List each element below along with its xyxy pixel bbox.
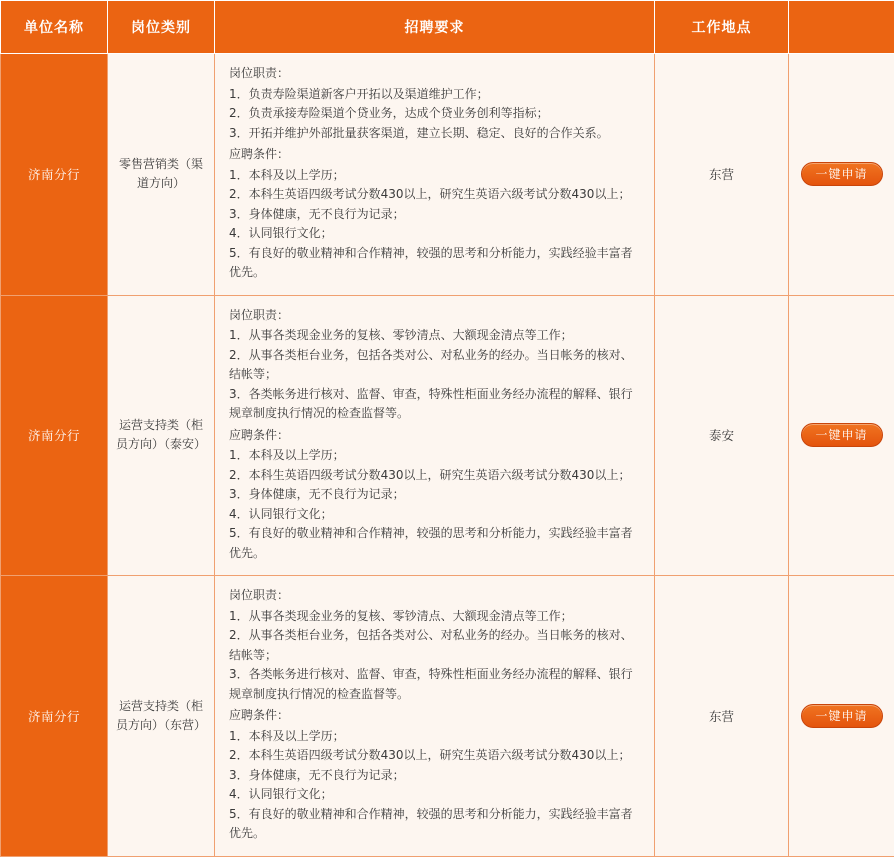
apply-button[interactable]: 一键申请 — [801, 162, 883, 186]
list-item: 2．本科生英语四级考试分数430以上，研究生英语六级考试分数430以上； — [229, 185, 642, 205]
cell-requirements — [215, 54, 655, 296]
cell-apply-action — [789, 295, 894, 576]
list-item: 3．各类帐务进行核对、监督、审查，特殊性柜面业务经办流程的解释、银行规章制度执行情况的检查监督等。 — [229, 385, 642, 424]
list-item: 1．本科及以上学历； — [229, 446, 642, 466]
table-header-row — [1, 1, 894, 54]
list-item: 2．本科生英语四级考试分数430以上，研究生英语六级考试分数430以上； — [229, 746, 642, 766]
list-item: 5．有良好的敬业精神和合作精神，较强的思考和分析能力，实践经验丰富者优先。 — [229, 244, 642, 283]
list-item: 1．负责寿险渠道新客户开拓以及渠道维护工作； — [229, 85, 642, 105]
conditions-block — [229, 426, 642, 564]
duties-block — [229, 586, 642, 704]
conditions-title: 应聘条件： — [229, 706, 642, 726]
list-item: 2．负责承接寿险渠道个贷业务，达成个贷业务创利等指标； — [229, 104, 642, 124]
cell-job-type: 运营支持类（柜员方向）（东营） — [108, 576, 215, 857]
list-item: 3．身体健康，无不良行为记录； — [229, 205, 642, 225]
table-body — [1, 54, 894, 857]
table-row — [1, 295, 894, 576]
duties-list — [229, 607, 642, 705]
table-row — [1, 54, 894, 296]
list-item: 3．各类帐务进行核对、监督、审查，特殊性柜面业务经办流程的解释、银行规章制度执行情况的检查监督等。 — [229, 665, 642, 704]
duties-list — [229, 85, 642, 144]
cell-apply-action — [789, 54, 894, 296]
cell-unit-name: 济南分行 — [1, 576, 108, 857]
cell-job-type: 零售营销类（渠道方向） — [108, 54, 215, 296]
conditions-list — [229, 166, 642, 283]
apply-button[interactable]: 一键申请 — [801, 423, 883, 447]
conditions-title: 应聘条件： — [229, 145, 642, 165]
list-item: 2．本科生英语四级考试分数430以上，研究生英语六级考试分数430以上； — [229, 466, 642, 486]
column-header-type: 岗位类别 — [108, 1, 215, 54]
conditions-title: 应聘条件： — [229, 426, 642, 446]
duties-title: 岗位职责： — [229, 306, 642, 326]
duties-list — [229, 326, 642, 424]
apply-button[interactable]: 一键申请 — [801, 704, 883, 728]
list-item: 5．有良好的敬业精神和合作精神，较强的思考和分析能力，实践经验丰富者优先。 — [229, 805, 642, 844]
cell-apply-action — [789, 576, 894, 857]
duties-block — [229, 64, 642, 143]
duties-block — [229, 306, 642, 424]
list-item: 4．认同银行文化； — [229, 224, 642, 244]
conditions-block — [229, 145, 642, 283]
list-item: 1．本科及以上学历； — [229, 166, 642, 186]
table-header — [1, 1, 894, 54]
conditions-list — [229, 727, 642, 844]
cell-unit-name: 济南分行 — [1, 54, 108, 296]
column-header-requirements: 招聘要求 — [215, 1, 655, 54]
list-item: 1．从事各类现金业务的复核、零钞清点、大额现金清点等工作； — [229, 607, 642, 627]
list-item: 3．开拓并维护外部批量获客渠道，建立长期、稳定、良好的合作关系。 — [229, 124, 642, 144]
table-row — [1, 576, 894, 857]
list-item: 3．身体健康，无不良行为记录； — [229, 485, 642, 505]
column-header-unit: 单位名称 — [1, 1, 108, 54]
list-item: 2．从事各类柜台业务，包括各类对公、对私业务的经办。当日帐务的核对、结帐等； — [229, 626, 642, 665]
cell-work-location: 东营 — [655, 54, 789, 296]
cell-unit-name: 济南分行 — [1, 295, 108, 576]
list-item: 4．认同银行文化； — [229, 505, 642, 525]
conditions-list — [229, 446, 642, 563]
column-header-location: 工作地点 — [655, 1, 789, 54]
list-item: 3．身体健康，无不良行为记录； — [229, 766, 642, 786]
duties-title: 岗位职责： — [229, 586, 642, 606]
list-item: 1．本科及以上学历； — [229, 727, 642, 747]
duties-title: 岗位职责： — [229, 64, 642, 84]
cell-work-location: 泰安 — [655, 295, 789, 576]
cell-requirements — [215, 295, 655, 576]
cell-requirements — [215, 576, 655, 857]
cell-work-location: 东营 — [655, 576, 789, 857]
column-header-action — [789, 1, 894, 54]
list-item: 4．认同银行文化； — [229, 785, 642, 805]
list-item: 2．从事各类柜台业务，包括各类对公、对私业务的经办。当日帐务的核对、结帐等； — [229, 346, 642, 385]
list-item: 1．从事各类现金业务的复核、零钞清点、大额现金清点等工作； — [229, 326, 642, 346]
cell-job-type: 运营支持类（柜员方向）（泰安） — [108, 295, 215, 576]
list-item: 5．有良好的敬业精神和合作精神，较强的思考和分析能力，实践经验丰富者优先。 — [229, 524, 642, 563]
